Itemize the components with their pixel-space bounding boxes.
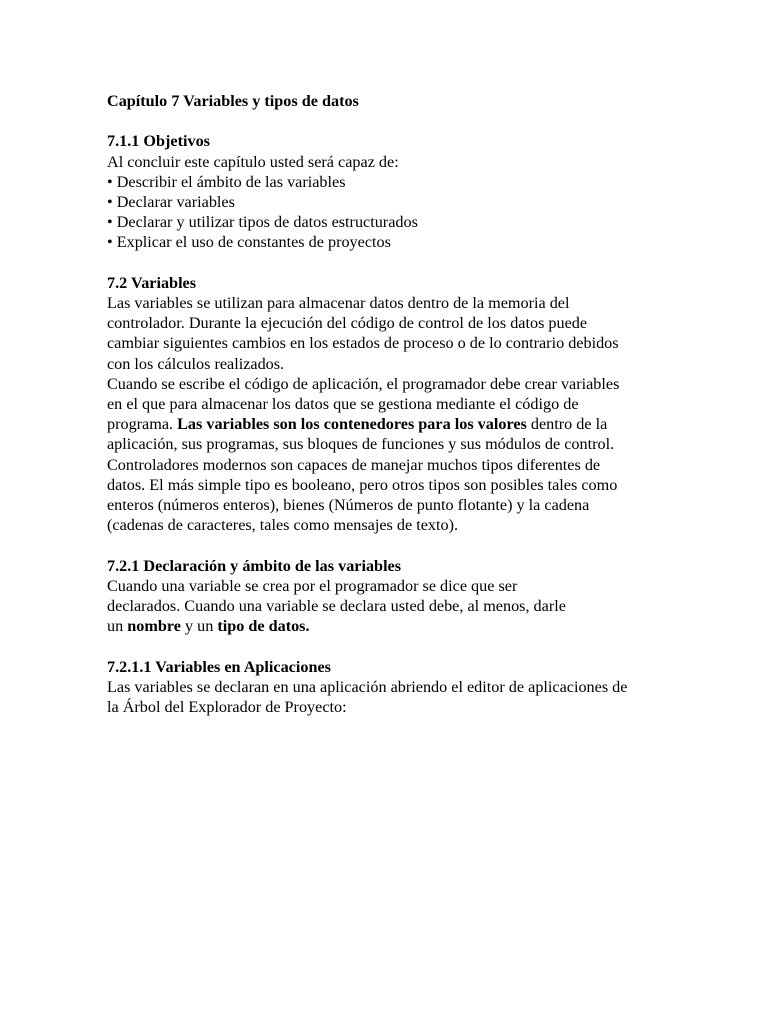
body-line: con los cálculos realizados. bbox=[107, 354, 285, 373]
body-line: cambiar siguientes cambios en los estados de proceso o de lo contrario debidos bbox=[107, 334, 619, 353]
spacer bbox=[107, 636, 687, 656]
applications-heading: 7.2.1.1 Variables en Aplicaciones bbox=[107, 657, 331, 676]
objectives-intro: Al concluir este capítulo usted será capaz de: bbox=[107, 152, 399, 171]
text-segment: y un bbox=[180, 617, 218, 636]
body-line: en el que para almacenar los datos que se gestiona mediante el código de bbox=[107, 395, 579, 414]
body-line: (cadenas de caracteres, tales como mensajes de texto). bbox=[107, 516, 459, 535]
body-line: aplicación, sus programas, sus bloques de funciones y sus módulos de control. bbox=[107, 435, 615, 454]
objectives-bullet: • Explicar el uso de constantes de proyectos bbox=[107, 233, 391, 252]
bold-term-name: nombre bbox=[127, 617, 181, 636]
body-line: Las variables se declaran en una aplicación abriendo el editor de aplicaciones de bbox=[107, 677, 628, 696]
bold-phrase: Las variables son los contenedores para los valores bbox=[177, 415, 527, 434]
bold-term-data-type: tipo de datos. bbox=[217, 617, 310, 636]
declaration-heading: 7.2.1 Declaración y ámbito de las variables bbox=[107, 556, 402, 575]
body-line-with-bold bbox=[107, 414, 687, 434]
spacer bbox=[107, 253, 687, 273]
variables-heading: 7.2 Variables bbox=[107, 273, 197, 292]
body-line: datos. El más simple tipo es booleano, pero otros tipos son posibles tales como bbox=[107, 475, 618, 494]
text-segment: programa. bbox=[107, 415, 178, 434]
body-line: enteros (números enteros), bienes (Números de punto flotante) y la cadena bbox=[107, 496, 590, 515]
document-page bbox=[107, 91, 687, 717]
body-line: Controladores modernos son capaces de manejar muchos tipos diferentes de bbox=[107, 455, 601, 474]
body-line: Las variables se utilizan para almacenar datos dentro de la memoria del bbox=[107, 294, 570, 312]
body-line: la Árbol del Explorador de Proyecto: bbox=[107, 698, 347, 717]
spacer bbox=[107, 535, 687, 555]
objectives-bullet: • Declarar y utilizar tipos de datos estructurados bbox=[107, 213, 418, 232]
body-line: controlador. Durante la ejecución del código de control de los datos puede bbox=[107, 314, 588, 333]
objectives-bullet: • Declarar variables bbox=[107, 193, 235, 211]
chapter-title: Capítulo 7 Variables y tipos de datos bbox=[107, 92, 359, 110]
spacer bbox=[107, 111, 687, 131]
body-line: declarados. Cuando una variable se declara usted debe, al menos, darle bbox=[107, 597, 566, 616]
body-line: Cuando una variable se crea por el programador se dice que ser bbox=[107, 576, 518, 595]
objectives-bullet: • Describir el ámbito de las variables bbox=[107, 172, 346, 191]
text-segment: dentro de la bbox=[526, 415, 608, 434]
body-line: Cuando se escribe el código de aplicación, el programador debe crear variables bbox=[107, 374, 620, 393]
body-line-with-bold bbox=[107, 616, 687, 636]
objectives-heading: 7.1.1 Objetivos bbox=[107, 132, 210, 151]
text-segment: un bbox=[107, 617, 128, 636]
